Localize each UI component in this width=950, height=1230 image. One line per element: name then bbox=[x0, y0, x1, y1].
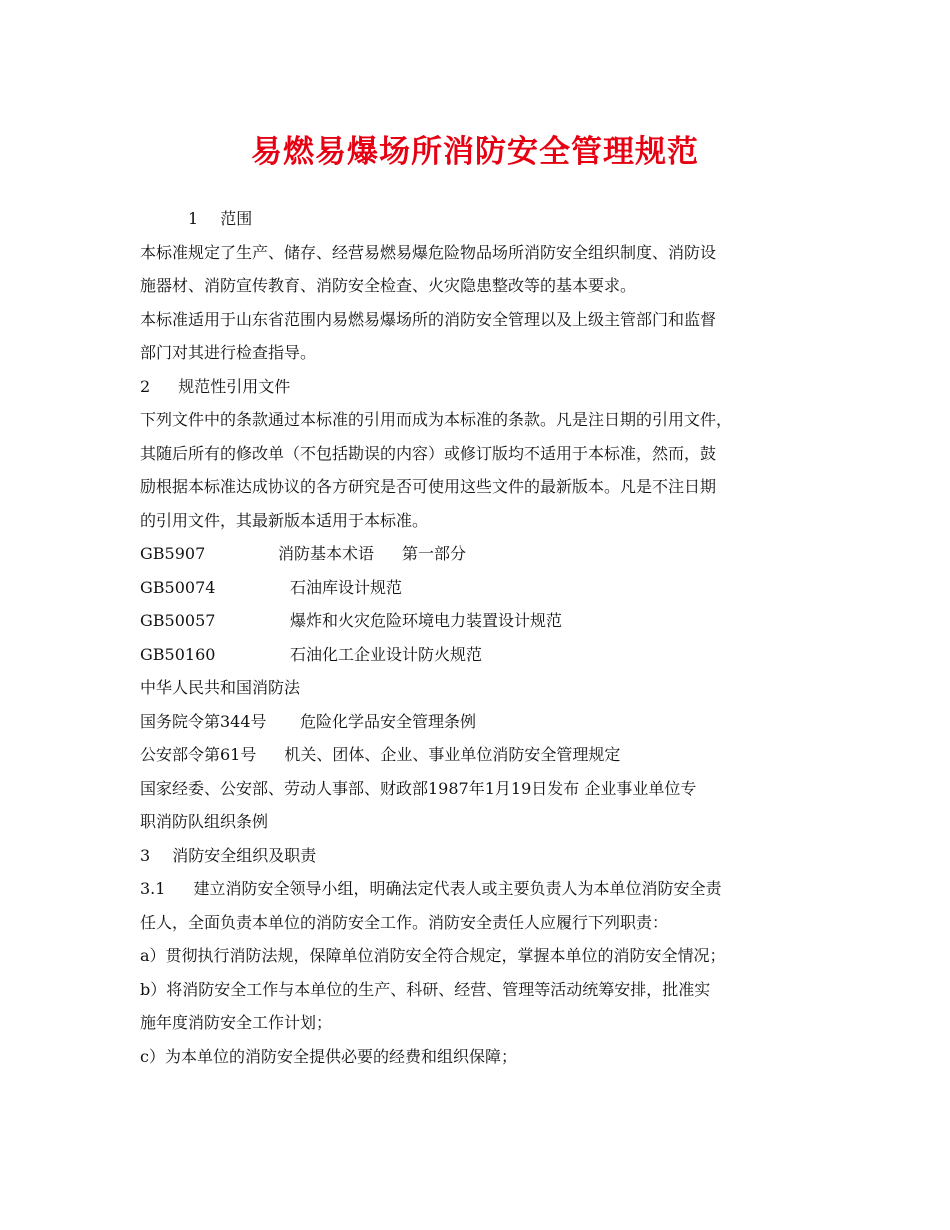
reference-item bbox=[140, 738, 820, 772]
paragraph-line: 其随后所有的修改单（不包括勘误的内容）或修订版均不适用于本标准，然而，鼓 bbox=[140, 443, 717, 463]
reference-item bbox=[140, 638, 820, 672]
section-3-heading bbox=[140, 839, 820, 873]
section-2-heading bbox=[140, 370, 820, 404]
reference-title-part: 第一部分 bbox=[402, 544, 467, 563]
section-heading: 消防安全组织及职责 bbox=[172, 845, 317, 865]
section-number: 2 bbox=[140, 376, 151, 396]
reference-title: 消防基本术语 bbox=[278, 544, 375, 563]
paragraph-line: 职消防队组织条例 bbox=[140, 812, 269, 831]
section-number: 3 bbox=[140, 845, 151, 865]
reference-title: 爆炸和火灾危险环境电力装置设计规范 bbox=[290, 611, 563, 630]
paragraph-line: 施年度消防安全工作计划； bbox=[140, 1013, 333, 1032]
reference-item bbox=[140, 537, 820, 571]
paragraph-line: 国家经委、公安部、劳动人事部、财政部1987年1月19日发布 企业事业单位专 bbox=[140, 778, 697, 798]
list-item-b: b）将消防安全工作与本单位的生产、科研、经营、管理等活动统筹安排，批准实 bbox=[140, 979, 711, 999]
paragraph-line: 本标准规定了生产、储存、经营易燃易爆危险物品场所消防安全组织制度、消防设 bbox=[140, 242, 717, 262]
paragraph-line: 施器材、消防宣传教育、消防安全检查、火灾隐患整改等的基本要求。 bbox=[140, 276, 637, 295]
list-item-a: a）贯彻执行消防法规，保障单位消防安全符合规定，掌握本单位的消防安全情况； bbox=[140, 946, 726, 965]
paragraph-line: 部门对其进行检查指导。 bbox=[140, 343, 317, 362]
document-title: 易燃易爆场所消防安全管理规范 bbox=[251, 134, 699, 170]
document-body bbox=[140, 202, 820, 1073]
reference-item bbox=[140, 604, 820, 638]
reference-code: 国务院令第344号 bbox=[140, 711, 267, 731]
clause-text: 建立消防安全领导小组，明确法定代表人或主要负责人为本单位消防安全责 bbox=[193, 879, 722, 898]
reference-code: GB5907 bbox=[140, 544, 206, 563]
reference-law: 中华人民共和国消防法 bbox=[140, 678, 301, 697]
clause-number: 3.1 bbox=[140, 879, 166, 898]
reference-code: GB50160 bbox=[140, 644, 216, 664]
reference-title: 机关、团体、企业、事业单位消防安全管理规定 bbox=[284, 745, 621, 764]
paragraph-line: 下列文件中的条款通过本标准的引用而成为本标准的条款。凡是注日期的引用文件， bbox=[140, 410, 733, 429]
paragraph-line: 任人，全面负责本单位的消防安全工作。消防安全责任人应履行下列职责： bbox=[140, 912, 669, 932]
clause-3-1 bbox=[140, 872, 820, 906]
reference-title: 石油库设计规范 bbox=[290, 577, 403, 597]
reference-code: 公安部令第61号 bbox=[140, 745, 257, 764]
section-heading: 规范性引用文件 bbox=[178, 376, 291, 396]
list-item-c: c）为本单位的消防安全提供必要的经费和组织保障； bbox=[140, 1046, 517, 1066]
section-1-heading bbox=[140, 202, 820, 236]
paragraph-line: 本标准适用于山东省范围内易燃易爆场所的消防安全管理以及上级主管部门和监督 bbox=[140, 309, 717, 329]
reference-item bbox=[140, 571, 820, 605]
section-number: 1 bbox=[188, 209, 199, 228]
reference-title: 危险化学品安全管理条例 bbox=[300, 711, 477, 731]
paragraph-line: 的引用文件，其最新版本适用于本标准。 bbox=[140, 510, 429, 530]
reference-code: GB50074 bbox=[140, 577, 216, 597]
paragraph-line: 励根据本标准达成协议的各方研究是否可使用这些文件的最新版本。凡是不注日期 bbox=[140, 477, 717, 496]
section-heading: 范围 bbox=[220, 209, 253, 228]
reference-item bbox=[140, 705, 820, 739]
reference-title: 石油化工企业设计防火规范 bbox=[290, 644, 483, 664]
reference-code: GB50057 bbox=[140, 611, 216, 630]
